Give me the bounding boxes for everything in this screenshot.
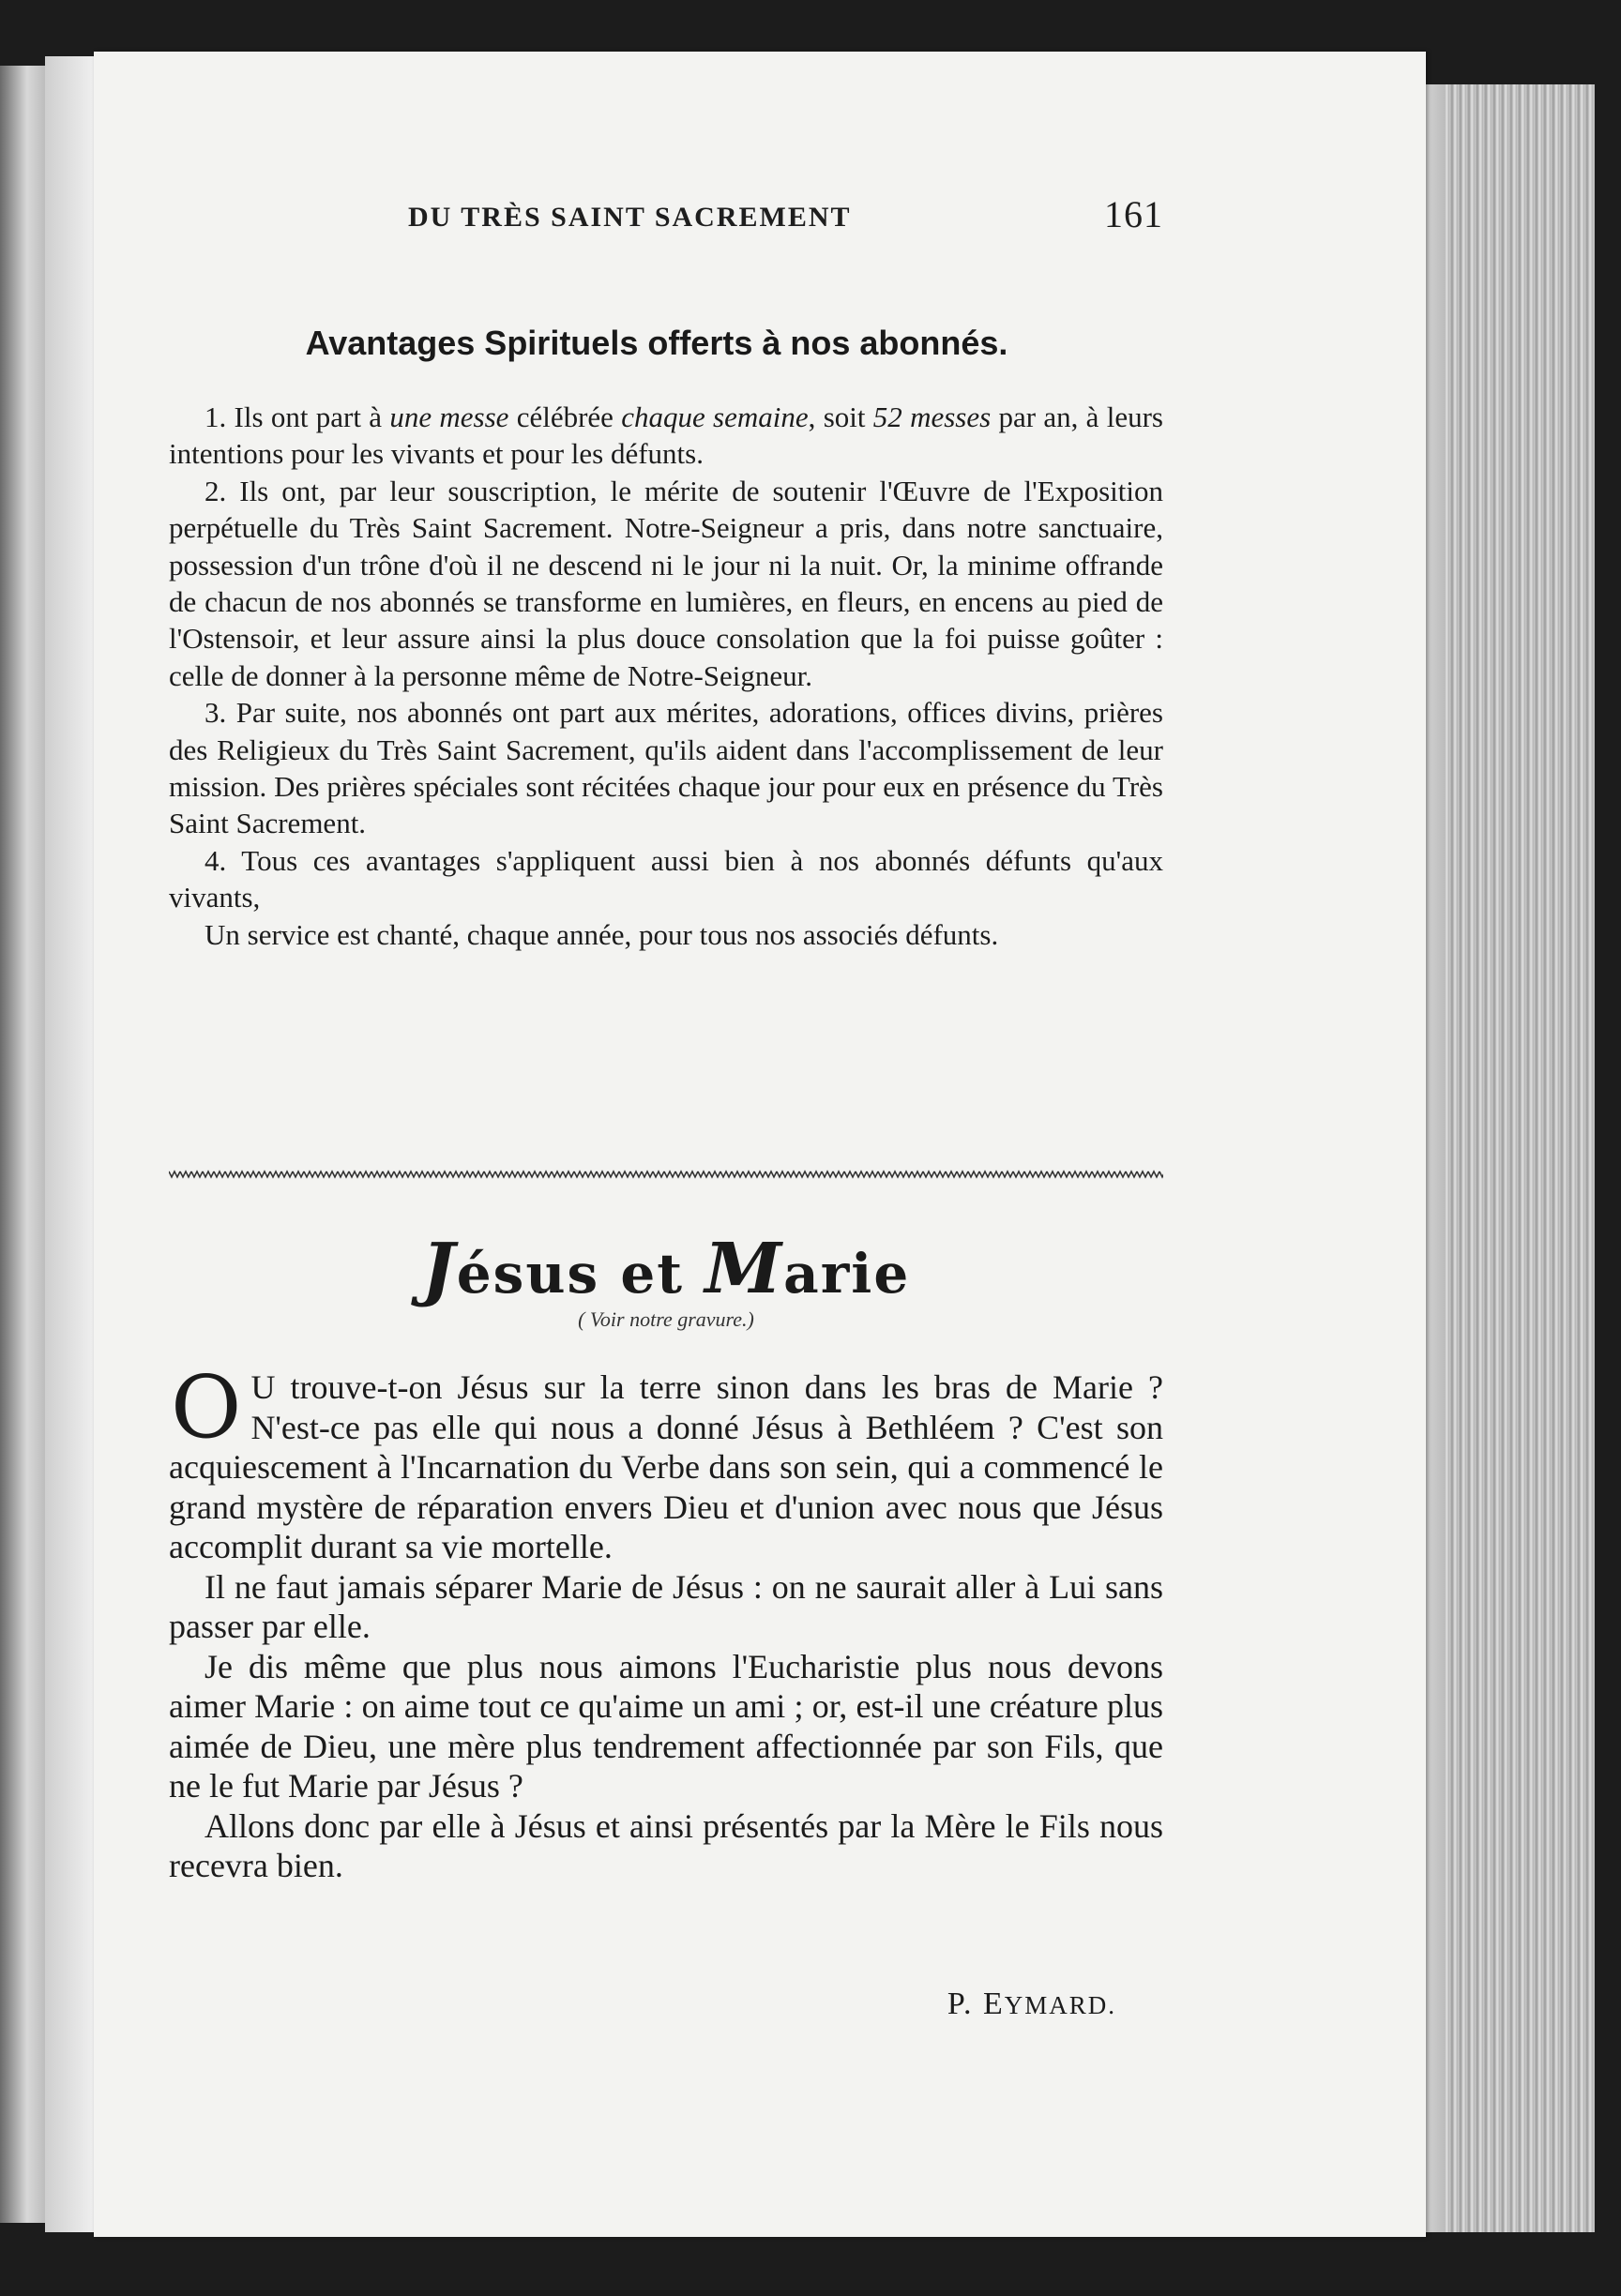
facing-page-edge	[45, 56, 101, 2232]
page-stack-edge	[1407, 84, 1595, 2232]
title-text: ésus et	[456, 1242, 705, 1306]
emphasis-run: une messe	[389, 400, 509, 433]
benefit-paragraph-1	[169, 399, 1163, 473]
emphasis-run: 52 messes	[872, 400, 992, 433]
running-title: DU TRÈS SAINT SACREMENT	[408, 202, 852, 233]
benefit-paragraph-4: 4. Tous ces avantages s'appliquent aussi bien à nos abonnés défunts qu'aux vivants,	[169, 843, 1163, 914]
article-paragraph-3: Je dis même que plus nous aimons l'Eucharistie plus nous devons aimer Marie : on aime tout ce qu'aime un ami ; or, est-il une créature plus aimée de Dieu, une mère plus tendrement affectionnée par son Fils, que ne le fut Marie par Jésus ?	[169, 1647, 1163, 1805]
text-run: , soit	[808, 400, 873, 433]
text-run: par an, à leurs intentions pour les vivants et pour les défunts.	[169, 400, 1163, 471]
text-run: U trouve-t-on Jésus sur la terre sinon dans les bras de Marie ? N'est-ce pas elle qui nous a donné Jésus à Bethléem ? C'est son acquiescement à l'Incarnation du Verbe dans son sein, qui a commencé le grand mystère de réparation envers Dieu et d'union avec nous que Jésus accomplit durant sa vie mortelle.	[169, 1368, 1163, 1565]
article-paragraph-2: Il ne faut jamais séparer Marie de Jésus : on ne saurait aller à Lui sans passer par elle.	[169, 1567, 1163, 1645]
ornamental-divider	[169, 1169, 1163, 1180]
benefit-paragraph-5: Un service est chanté, chaque année, pour tous nos associés défunts.	[205, 917, 999, 951]
left-book-edge	[0, 66, 45, 2223]
text-run: 1. Ils ont part à	[205, 400, 390, 433]
title-initial: J	[421, 1229, 457, 1309]
text-run: célébrée	[508, 400, 622, 433]
article-paragraph-1	[169, 1357, 1163, 1567]
drop-cap: O	[171, 1357, 242, 1458]
signature-initial: P. E	[947, 1986, 1005, 2021]
benefit-paragraph-2: 2. Ils ont, par leur souscription, le mérite de soutenir l'Œuvre de l'Exposition perpétuelle du Très Saint Sacrement. Notre-Seigneur a pris, dans notre sanctuaire, possession d'un trône d'où il ne descend ni le jour ni la nuit. Or, la minime offrande de chacun de nos abonnés se transforme en lumières, en fleurs, en encens au pied de l'Ostensoir, et leur assure ainsi la plus douce consolation que la foi puisse goûter : celle de donner à la personne même de Notre-Seigneur.	[169, 474, 1163, 692]
emphasis-run: chaque semaine	[621, 400, 809, 433]
title-initial: M	[704, 1229, 784, 1309]
benefits-section	[169, 399, 1163, 953]
title-text: arie	[783, 1242, 911, 1306]
article-title	[169, 1229, 1163, 1309]
page-number: 161	[1104, 193, 1163, 235]
section-heading: Avantages Spirituels offerts à nos abonnés.	[305, 324, 1008, 362]
article-paragraph-4: Allons donc par elle à Jésus et ainsi présentés par la Mère le Fils nous recevra bien.	[169, 1806, 1163, 1884]
book-page	[94, 52, 1426, 2237]
benefit-paragraph-3: 3. Par suite, nos abonnés ont part aux mérites, adorations, offices divins, prières des Religieux du Très Saint Sacrement, qu'ils aident dans l'accomplissement de leur mission. Des prières spéciales sont récitées chaque jour pour eux en présence du Très Saint Sacrement.	[169, 696, 1163, 840]
running-head	[319, 192, 1163, 239]
article-body	[169, 1357, 1163, 1886]
signature	[732, 1986, 1116, 2022]
signature-rest: YMARD.	[1004, 1991, 1116, 2019]
engraving-note: ( Voir notre gravure.)	[578, 1307, 754, 1331]
